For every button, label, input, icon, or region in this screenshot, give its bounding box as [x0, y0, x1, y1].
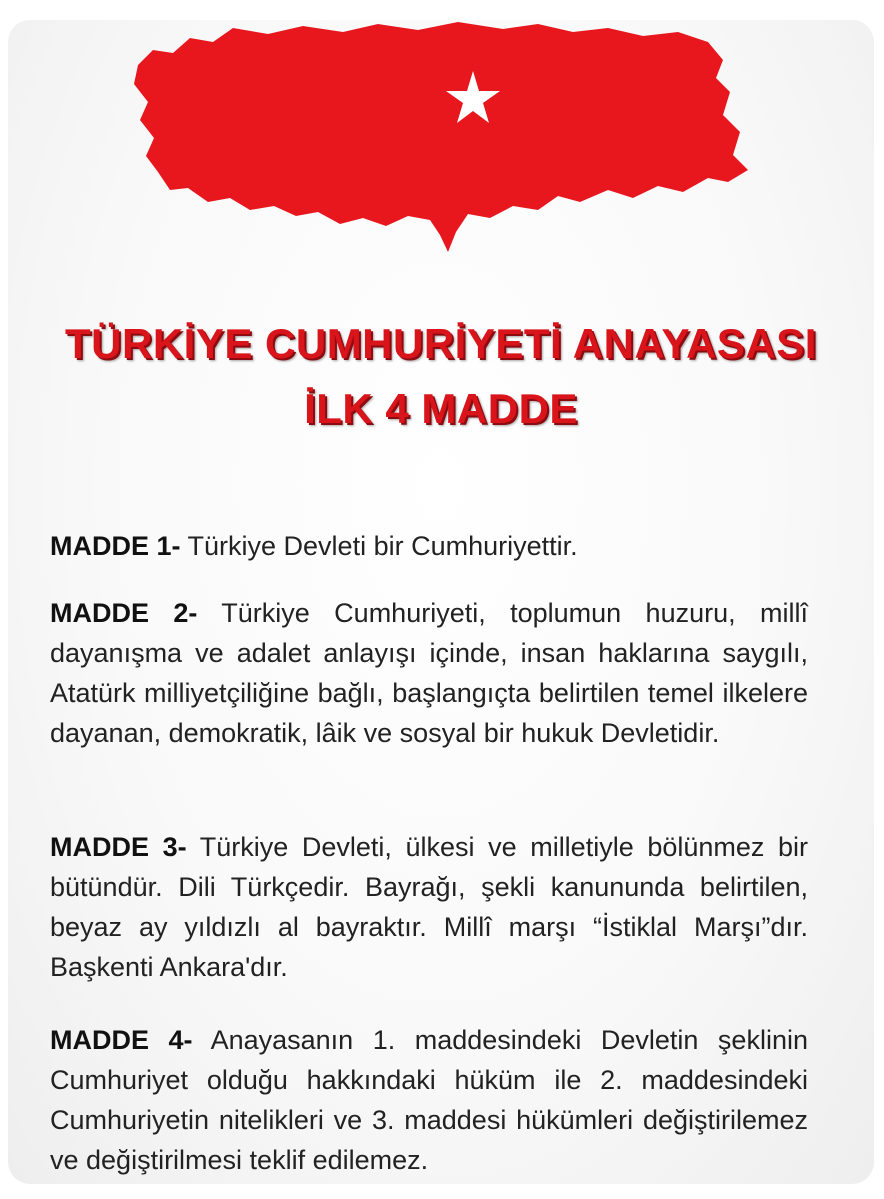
page-subtitle: İLK 4 MADDE [304, 385, 578, 432]
turkey-map-flag [118, 20, 758, 270]
article-3-label: MADDE 3- [50, 832, 187, 862]
article-3-text: Türkiye Devleti, ülkesi ve milletiyle bölünmez bir bütündür. Dili Türkçedir. Bayrağı, şekli kanununda belirtilen, beyaz ay yıldızlı al bayraktır. Millî marşı “İstiklal Marşı”dır. Başkenti Ankara'dır. [50, 832, 808, 982]
article-1 [50, 526, 808, 566]
constitution-card [8, 20, 874, 1184]
article-4-text: Anayasanın 1. maddesindeki Devletin şeklinin Cumhuriyet olduğu hakkındaki hüküm ile 2. maddesindeki Cumhuriyetin nitelikleri ve 3. maddesi hükümleri değiştirilemez ve değiştirilmesi teklif edilemez. [50, 1025, 808, 1175]
article-2-label: MADDE 2- [50, 598, 198, 628]
article-2-text: Türkiye Cumhuriyeti, toplumun huzuru, millî dayanışma ve adalet anlayışı içinde, insan haklarına saygılı, Atatürk milliyetçiliğine bağlı, başlangıçta belirtilen temel ilkelere dayanan, demokratik, lâik ve sosyal bir hukuk Devletidir. [50, 598, 808, 748]
page-title: TÜRKİYE CUMHURİYETİ ANAYASASI [65, 320, 817, 367]
turkey-flag-map-image [118, 20, 758, 270]
article-1-label: MADDE 1- [50, 531, 181, 561]
article-4 [50, 1020, 808, 1180]
article-4-label: MADDE 4- [50, 1025, 193, 1055]
article-3 [50, 827, 808, 987]
article-1-text: Türkiye Devleti bir Cumhuriyettir. [180, 531, 578, 561]
turkey-map-shape [134, 22, 748, 252]
article-2 [50, 593, 808, 753]
